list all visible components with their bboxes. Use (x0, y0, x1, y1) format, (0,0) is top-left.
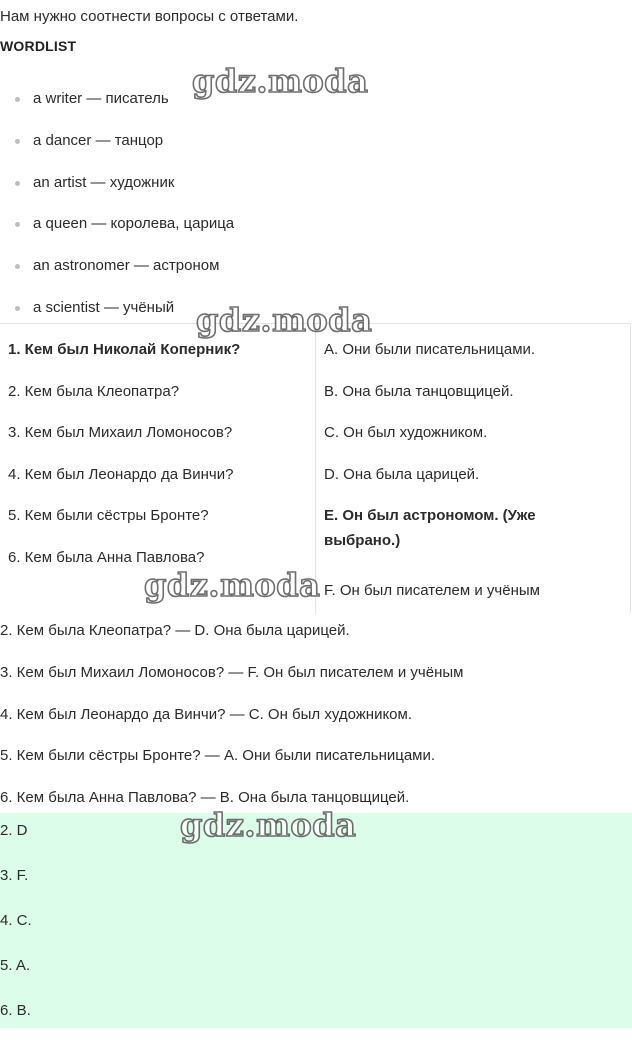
question-cell: 3. Кем был Михаил Ломоносов? (8, 424, 233, 442)
wordlist-item-text: a dancer — танцор (33, 131, 164, 149)
final-answer: 3. F. (0, 867, 29, 884)
pair-line: 6. Кем была Анна Павлова? — B. Она была танцовщицей. (0, 789, 410, 807)
wordlist-item-text: an astronomer — астроном (33, 257, 220, 275)
bullet-icon (15, 306, 20, 311)
wordlist-item-text: a queen — королева, царица (33, 215, 235, 233)
questions-column (8, 324, 240, 574)
question-cell: 4. Кем был Леонардо да Винчи? (8, 465, 234, 483)
final-answer: 6. B. (0, 1002, 31, 1019)
question-cell: 6. Кем была Анна Павлова? (8, 548, 205, 566)
list-item (0, 245, 234, 287)
wordlist (0, 78, 234, 329)
final-answer: 2. D (0, 822, 28, 839)
watermark-logo: gdz.moda (144, 566, 321, 604)
answer-cell-line: выбрано.) (324, 532, 401, 550)
bullet-icon (15, 264, 20, 269)
intro-text: Нам нужно соотнести вопросы с ответами. (0, 8, 299, 25)
answer-cell: B. Она была танцовщицей. (324, 382, 514, 400)
final-answers-block (0, 813, 632, 1028)
pair-line: 3. Кем был Михаил Ломоносов? — F. Он был писателем и учёным (0, 663, 464, 681)
watermark-logo: gdz.moda (180, 806, 357, 844)
watermark-logo: gdz.moda (196, 301, 373, 339)
pair-line: 5. Кем были сёстры Бронте? — A. Они были писательницами. (0, 747, 436, 765)
pair-line: 4. Кем был Леонардо да Винчи? — C. Он был художником. (0, 705, 413, 723)
bullet-icon (15, 139, 20, 144)
answer-cell-selected (324, 490, 614, 565)
list-item (0, 203, 234, 245)
question-cell: 1. Кем был Николай Коперник? (8, 341, 241, 358)
answer-cell: D. Она была царицей. (324, 465, 480, 483)
bullet-icon (15, 222, 20, 227)
wordlist-item-text: a scientist — учёный (33, 298, 175, 316)
final-answer: 4. C. (0, 912, 32, 929)
bullet-icon (15, 181, 20, 186)
list-item (0, 162, 234, 204)
wordlist-heading: WORDLIST (0, 38, 77, 54)
bullet-icon (15, 97, 20, 102)
wordlist-item-text: a writer — писатель (33, 90, 169, 107)
question-cell: 5. Кем были сёстры Бронте? (8, 507, 209, 525)
matched-pairs (0, 610, 463, 819)
question-cell: 2. Кем была Клеопатра? (8, 382, 180, 400)
answer-cell: A. Они были писательницами. (324, 341, 536, 358)
answer-cell: F. Он был писателем и учёным (324, 582, 540, 600)
answer-cell: C. Он был художником. (324, 424, 488, 442)
final-answer: 5. A. (0, 957, 31, 974)
wordlist-item-text: an artist — художник (33, 173, 175, 191)
watermark-logo: gdz.moda (192, 62, 369, 100)
answers-column (324, 324, 614, 607)
answer-cell-line: E. Он был астрономом. (Уже (324, 507, 536, 525)
list-item (0, 120, 234, 162)
pair-line: 2. Кем была Клеопатра? — D. Она была царицей. (0, 622, 350, 639)
